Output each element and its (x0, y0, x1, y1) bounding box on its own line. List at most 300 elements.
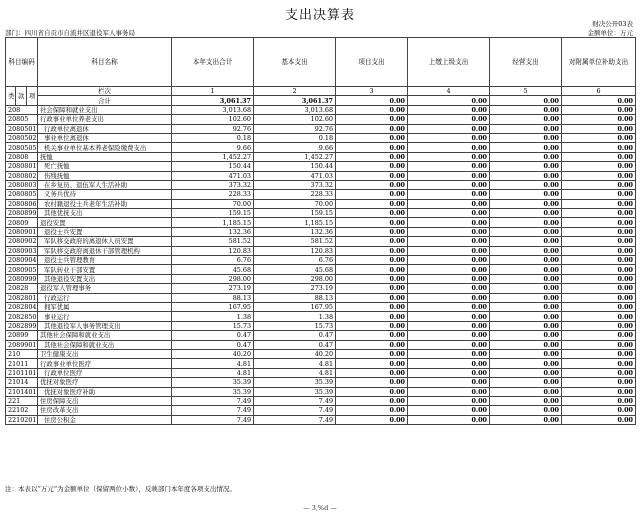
amount-cell: 373.32 (254, 180, 336, 189)
total-cell: 0.00 (336, 96, 408, 105)
amount-cell: 0.00 (408, 209, 490, 218)
amount-cell: 373.32 (172, 180, 254, 189)
subject-code: 2080902 (6, 237, 38, 246)
amount-cell: 7.49 (254, 396, 336, 405)
header-subsidy: 对附属单位补助支出 (562, 38, 636, 87)
lanci-label: 栏次 (38, 87, 172, 96)
subject-name: 住房保障支出 (38, 396, 172, 405)
subject-name: 拥军优属 (38, 302, 172, 311)
amount-cell: 1,185.15 (172, 218, 254, 227)
subject-code: 2080999 (6, 274, 38, 283)
amount-cell: 0.00 (408, 349, 490, 358)
subject-code: 22102 (6, 406, 38, 415)
amount-cell: 0.00 (408, 293, 490, 302)
amount-cell: 9.66 (172, 143, 254, 152)
subject-code: 20899 (6, 331, 38, 340)
amount-cell: 4.81 (254, 368, 336, 377)
amount-cell: 120.83 (172, 246, 254, 255)
subject-code: 2080501 (6, 124, 38, 133)
subject-name: 行政事业单位养老支出 (38, 115, 172, 124)
amount-cell: 0.00 (336, 209, 408, 218)
amount-cell: 0.00 (562, 396, 636, 405)
amount-cell: 0.00 (490, 218, 562, 227)
amount-cell: 298.00 (254, 274, 336, 283)
amount-cell: 0.00 (490, 406, 562, 415)
subject-name: 其他退役安置支出 (38, 274, 172, 283)
amount-cell: 0.00 (336, 256, 408, 265)
header-basic: 基本支出 (254, 38, 336, 87)
unit-label: 金额单位：万元 (587, 29, 633, 37)
amount-cell: 0.00 (562, 331, 636, 340)
subject-code: 2080899 (6, 209, 38, 218)
subject-code: 2080801 (6, 162, 38, 171)
amount-cell: 0.00 (408, 115, 490, 124)
subject-code: 2080805 (6, 190, 38, 199)
amount-cell: 0.00 (336, 199, 408, 208)
amount-cell: 471.03 (172, 171, 254, 180)
column-number: 4 (408, 87, 490, 96)
amount-cell: 167.95 (254, 302, 336, 311)
table-row (6, 359, 636, 368)
amount-cell: 0.00 (336, 218, 408, 227)
amount-cell: 0.00 (336, 378, 408, 387)
column-number: 6 (562, 87, 636, 96)
table-row (6, 387, 636, 396)
total-row (6, 96, 636, 105)
total-cell: 3,061.37 (172, 96, 254, 105)
amount-cell: 581.52 (172, 237, 254, 246)
subject-code: 2082899 (6, 321, 38, 330)
subject-name: 行政事业单位医疗 (38, 359, 172, 368)
header-upper: 上缴上级支出 (408, 38, 490, 87)
subject-code: 2080901 (6, 227, 38, 236)
amount-cell: 132.36 (172, 227, 254, 236)
amount-cell: 0.00 (490, 415, 562, 424)
amount-cell: 0.00 (408, 340, 490, 349)
amount-cell: 0.00 (336, 265, 408, 274)
subject-code: 21014 (6, 378, 38, 387)
amount-cell: 0.00 (336, 293, 408, 302)
page-title: 支出决算表 (284, 8, 355, 23)
amount-cell: 7.49 (172, 396, 254, 405)
amount-cell: 0.00 (490, 256, 562, 265)
subject-name: 行政单位医疗 (38, 368, 172, 377)
amount-cell: 167.95 (172, 302, 254, 311)
amount-cell: 0.00 (490, 199, 562, 208)
amount-cell: 0.00 (408, 406, 490, 415)
amount-cell: 0.00 (562, 237, 636, 246)
subject-code: 2089901 (6, 340, 38, 349)
amount-cell: 1,452.27 (254, 152, 336, 161)
amount-cell: 0.00 (336, 143, 408, 152)
amount-cell: 0.00 (336, 246, 408, 255)
amount-cell: 0.00 (336, 180, 408, 189)
table-row (6, 406, 636, 415)
amount-cell: 0.00 (408, 359, 490, 368)
subject-name: 社会保障和就业支出 (38, 105, 172, 114)
header-xiang: 项 (27, 87, 38, 106)
table-row (6, 340, 636, 349)
amount-cell: 0.00 (490, 105, 562, 114)
amount-cell: 6.76 (172, 256, 254, 265)
subject-code: 221 (6, 396, 38, 405)
subject-name: 农村籍退役士兵老年生活补助 (38, 199, 172, 208)
total-cell: 0.00 (490, 96, 562, 105)
subject-code: 2080806 (6, 199, 38, 208)
header-total: 本年支出合计 (172, 38, 254, 87)
amount-cell: 7.49 (172, 406, 254, 415)
amount-cell: 0.00 (336, 415, 408, 424)
amount-cell: 0.00 (562, 246, 636, 255)
subject-name: 优抚对象医疗补助 (38, 387, 172, 396)
amount-cell: 0.00 (408, 378, 490, 387)
amount-cell: 0.00 (336, 124, 408, 133)
amount-cell: 45.68 (254, 265, 336, 274)
amount-cell: 0.00 (336, 387, 408, 396)
amount-cell: 6.76 (254, 256, 336, 265)
amount-cell: 0.00 (336, 133, 408, 142)
subject-code: 2082801 (6, 293, 38, 302)
subject-name: 军队转业干部安置 (38, 265, 172, 274)
amount-cell: 228.33 (172, 190, 254, 199)
amount-cell: 0.00 (336, 302, 408, 311)
table-row (6, 293, 636, 302)
amount-cell: 0.00 (562, 406, 636, 415)
amount-cell: 0.00 (336, 227, 408, 236)
table-row (6, 415, 636, 424)
department-label: 部门：四川省自贡市自流井区退役军人事务局 (5, 29, 135, 37)
amount-cell: 0.00 (408, 302, 490, 311)
subject-name: 死亡抚恤 (38, 162, 172, 171)
header-business: 经营支出 (490, 38, 562, 87)
amount-cell: 0.00 (408, 124, 490, 133)
amount-cell: 92.76 (172, 124, 254, 133)
subject-name: 行政单位离退休 (38, 124, 172, 133)
amount-cell: 0.00 (562, 199, 636, 208)
amount-cell: 7.49 (172, 415, 254, 424)
subject-name: 义务兵优待 (38, 190, 172, 199)
amount-cell: 0.00 (336, 312, 408, 321)
header-code: 科目编码 (6, 38, 38, 87)
amount-cell: 0.00 (408, 321, 490, 330)
amount-cell: 0.00 (408, 190, 490, 199)
amount-cell: 0.00 (562, 378, 636, 387)
subject-name: 其他社会保障和就业支出 (38, 340, 172, 349)
amount-cell: 0.00 (408, 265, 490, 274)
subject-name: 退役军人管理事务 (38, 284, 172, 293)
amount-cell: 0.00 (562, 293, 636, 302)
amount-cell: 0.00 (408, 246, 490, 255)
subject-name: 优抚对象医疗 (38, 378, 172, 387)
amount-cell: 4.81 (254, 359, 336, 368)
amount-cell: 0.00 (562, 312, 636, 321)
table-row (6, 180, 636, 189)
amount-cell: 132.36 (254, 227, 336, 236)
table-row (6, 115, 636, 124)
amount-cell: 0.00 (562, 265, 636, 274)
table-row (6, 209, 636, 218)
amount-cell: 0.00 (490, 359, 562, 368)
subject-name: 在乡复员、退伍军人生活补助 (38, 180, 172, 189)
amount-cell: 0.00 (336, 152, 408, 161)
amount-cell: 4.81 (172, 359, 254, 368)
amount-cell: 0.00 (490, 180, 562, 189)
amount-cell: 0.00 (336, 359, 408, 368)
amount-cell: 0.00 (490, 143, 562, 152)
amount-cell: 35.39 (254, 378, 336, 387)
subject-name: 卫生健康支出 (38, 349, 172, 358)
subject-name: 其他优抚支出 (38, 209, 172, 218)
amount-cell: 0.00 (562, 105, 636, 114)
amount-cell: 0.00 (408, 274, 490, 283)
amount-cell: 159.15 (172, 209, 254, 218)
page-footer: — 3,%d — (303, 504, 337, 512)
amount-cell: 70.00 (172, 199, 254, 208)
amount-cell: 0.00 (408, 152, 490, 161)
subject-code: 20808 (6, 152, 38, 161)
column-number: 1 (172, 87, 254, 96)
amount-cell: 0.00 (490, 331, 562, 340)
amount-cell: 0.47 (172, 340, 254, 349)
amount-cell: 0.00 (490, 387, 562, 396)
table-row (6, 124, 636, 133)
amount-cell: 0.00 (336, 331, 408, 340)
amount-cell: 0.00 (562, 359, 636, 368)
subject-code: 2101401 (6, 387, 38, 396)
total-label: 合计 (38, 96, 172, 105)
subject-name: 住房公积金 (38, 415, 172, 424)
table-row (6, 133, 636, 142)
amount-cell: 0.18 (172, 133, 254, 142)
amount-cell: 88.13 (172, 293, 254, 302)
amount-cell: 0.00 (408, 171, 490, 180)
amount-cell: 35.39 (172, 387, 254, 396)
subject-name: 机关事业单位基本养老保险缴费支出 (38, 143, 172, 152)
amount-cell: 0.00 (490, 368, 562, 377)
amount-cell: 0.00 (490, 237, 562, 246)
amount-cell: 0.00 (336, 190, 408, 199)
amount-cell: 15.73 (172, 321, 254, 330)
amount-cell: 0.00 (408, 143, 490, 152)
amount-cell: 40.20 (254, 349, 336, 358)
amount-cell: 0.00 (562, 133, 636, 142)
subject-name: 退役士兵安置 (38, 227, 172, 236)
subject-name: 伤残抚恤 (38, 171, 172, 180)
amount-cell: 88.13 (254, 293, 336, 302)
amount-cell: 40.20 (172, 349, 254, 358)
amount-cell: 0.00 (562, 218, 636, 227)
amount-cell: 0.00 (490, 302, 562, 311)
amount-cell: 0.00 (490, 378, 562, 387)
subject-code: 2080502 (6, 133, 38, 142)
amount-cell: 4.81 (172, 368, 254, 377)
subject-code: 2101101 (6, 368, 38, 377)
subject-code: 2080802 (6, 171, 38, 180)
subject-code: 2080904 (6, 256, 38, 265)
subject-code: 2082850 (6, 312, 38, 321)
amount-cell: 3,013.68 (254, 105, 336, 114)
amount-cell: 0.00 (562, 340, 636, 349)
amount-cell: 0.00 (408, 331, 490, 340)
amount-cell: 0.00 (562, 284, 636, 293)
amount-cell: 0.00 (336, 171, 408, 180)
amount-cell: 45.68 (172, 265, 254, 274)
amount-cell: 0.00 (490, 209, 562, 218)
header-row (6, 38, 636, 87)
column-number: 3 (336, 87, 408, 96)
amount-cell: 70.00 (254, 199, 336, 208)
subject-code: 2210201 (6, 415, 38, 424)
amount-cell: 0.00 (408, 162, 490, 171)
amount-cell: 0.47 (254, 340, 336, 349)
amount-cell: 0.00 (562, 180, 636, 189)
amount-cell: 0.00 (490, 312, 562, 321)
subject-name: 其他社会保障和就业支出 (38, 331, 172, 340)
amount-cell: 0.00 (408, 218, 490, 227)
subject-code: 20809 (6, 218, 38, 227)
amount-cell: 0.00 (562, 209, 636, 218)
amount-cell: 92.76 (254, 124, 336, 133)
table-row (6, 302, 636, 311)
amount-cell: 581.52 (254, 237, 336, 246)
table-row (6, 265, 636, 274)
subject-name: 退役安置 (38, 218, 172, 227)
subject-name: 行政运行 (38, 293, 172, 302)
amount-cell: 0.00 (490, 115, 562, 124)
amount-cell: 0.00 (490, 246, 562, 255)
amount-cell: 273.19 (254, 284, 336, 293)
amount-cell: 3,013.68 (172, 105, 254, 114)
subject-name: 军队移交政府的离退休人员安置 (38, 237, 172, 246)
amount-cell: 0.00 (490, 396, 562, 405)
amount-cell: 0.00 (336, 406, 408, 415)
total-cell: 3,061.37 (254, 96, 336, 105)
amount-cell: 0.00 (562, 321, 636, 330)
amount-cell: 0.00 (562, 152, 636, 161)
amount-cell: 102.60 (254, 115, 336, 124)
amount-cell: 0.00 (408, 180, 490, 189)
amount-cell: 0.00 (562, 143, 636, 152)
amount-cell: 0.00 (336, 115, 408, 124)
subject-code: 210 (6, 349, 38, 358)
amount-cell: 0.00 (490, 340, 562, 349)
amount-cell: 15.73 (254, 321, 336, 330)
amount-cell: 0.00 (408, 284, 490, 293)
subject-name: 军队移交政府离退休干部管理机构 (38, 246, 172, 255)
amount-cell: 471.03 (254, 171, 336, 180)
amount-cell: 0.00 (490, 190, 562, 199)
amount-cell: 35.39 (254, 387, 336, 396)
amount-cell: 0.00 (336, 340, 408, 349)
table-note: 注：本表以“万元”为金额单位（保留两位小数），反映部门本年度各项支出情况。 (5, 485, 236, 493)
amount-cell: 0.00 (562, 115, 636, 124)
amount-cell: 0.47 (254, 331, 336, 340)
amount-cell: 7.49 (254, 415, 336, 424)
amount-cell: 150.44 (172, 162, 254, 171)
table-row (6, 312, 636, 321)
amount-cell: 0.00 (408, 237, 490, 246)
amount-cell: 35.39 (172, 378, 254, 387)
amount-cell: 0.00 (562, 274, 636, 283)
amount-cell: 0.00 (408, 368, 490, 377)
amount-cell: 0.00 (562, 415, 636, 424)
subject-code: 2080905 (6, 265, 38, 274)
subject-code: 20805 (6, 115, 38, 124)
subject-code: 21011 (6, 359, 38, 368)
header-lei: 类 (6, 87, 16, 106)
amount-cell: 0.00 (562, 368, 636, 377)
subject-name: 事业单位离退休 (38, 133, 172, 142)
total-cell: 0.00 (408, 96, 490, 105)
amount-cell: 0.00 (336, 237, 408, 246)
amount-cell: 0.00 (562, 190, 636, 199)
amount-cell: 0.00 (490, 265, 562, 274)
subject-name: 其他退役军人事务管理支出 (38, 321, 172, 330)
amount-cell: 0.00 (490, 293, 562, 302)
column-number: 5 (490, 87, 562, 96)
table-row (6, 227, 636, 236)
amount-cell: 0.00 (490, 274, 562, 283)
table-row (6, 331, 636, 340)
subject-name: 抚恤 (38, 152, 172, 161)
amount-cell: 0.00 (336, 349, 408, 358)
amount-cell: 0.00 (562, 124, 636, 133)
amount-cell: 0.00 (336, 368, 408, 377)
table-row (6, 171, 636, 180)
subject-name: 事业运行 (38, 312, 172, 321)
table-row (6, 368, 636, 377)
table-row (6, 143, 636, 152)
table-row (6, 321, 636, 330)
amount-cell: 0.00 (562, 387, 636, 396)
table-row (6, 378, 636, 387)
subject-code: 2082804 (6, 302, 38, 311)
amount-cell: 228.33 (254, 190, 336, 199)
table-row (6, 162, 636, 171)
amount-cell: 102.60 (172, 115, 254, 124)
amount-cell: 0.00 (562, 256, 636, 265)
amount-cell: 0.00 (562, 302, 636, 311)
header-name: 科目名称 (38, 38, 172, 87)
amount-cell: 150.44 (254, 162, 336, 171)
amount-cell: 9.66 (254, 143, 336, 152)
amount-cell: 0.00 (336, 105, 408, 114)
table-row (6, 349, 636, 358)
amount-cell: 0.00 (562, 162, 636, 171)
subject-code: 20828 (6, 284, 38, 293)
amount-cell: 0.00 (336, 162, 408, 171)
amount-cell: 0.00 (336, 284, 408, 293)
amount-cell: 0.00 (336, 321, 408, 330)
amount-cell: 0.00 (408, 396, 490, 405)
amount-cell: 0.00 (490, 152, 562, 161)
amount-cell: 0.18 (254, 133, 336, 142)
amount-cell: 0.00 (490, 321, 562, 330)
amount-cell: 0.00 (490, 133, 562, 142)
header-project: 项目支出 (336, 38, 408, 87)
subject-name: 住房改革支出 (38, 406, 172, 415)
amount-cell: 1.38 (172, 312, 254, 321)
amount-cell: 0.00 (490, 124, 562, 133)
amount-cell: 0.00 (490, 349, 562, 358)
form-code: 财决公开03表 (592, 20, 633, 28)
table-row (6, 237, 636, 246)
amount-cell: 0.00 (408, 312, 490, 321)
table-row (6, 190, 636, 199)
amount-cell: 273.19 (172, 284, 254, 293)
amount-cell: 1.38 (254, 312, 336, 321)
amount-cell: 0.00 (336, 396, 408, 405)
